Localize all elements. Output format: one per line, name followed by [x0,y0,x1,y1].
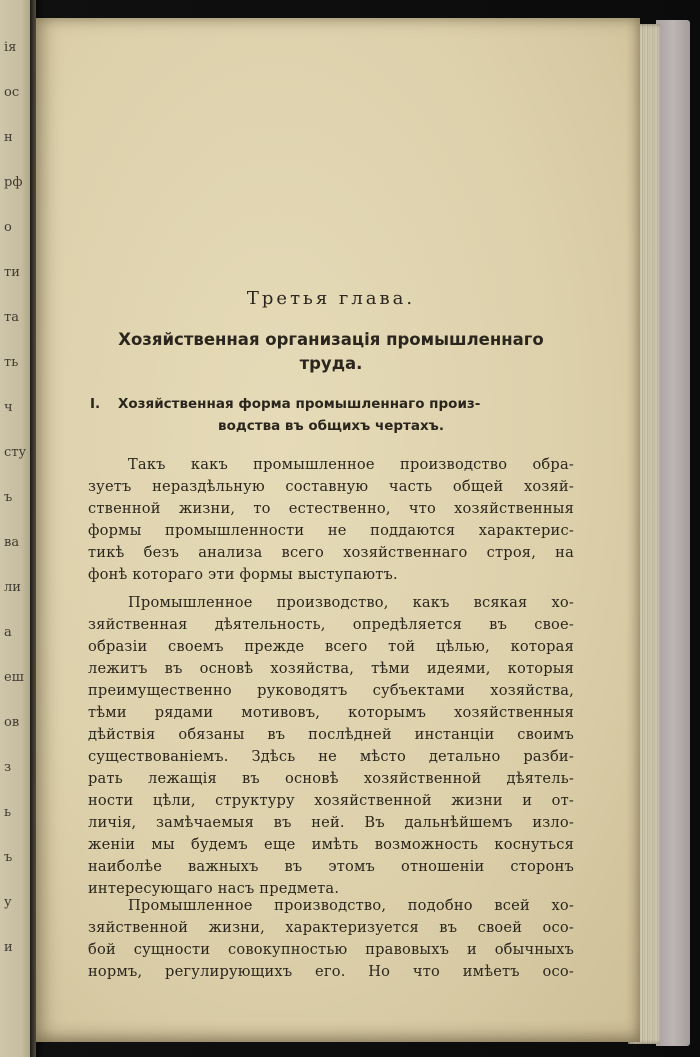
body-line: фонѣ котораго эти формы выступаютъ. [88,566,398,583]
body-line: существованіемъ. Здѣсь не мѣсто детально разби- [88,748,574,765]
body-line: Промышленное производство, какъ всякая хо- [128,594,574,611]
body-line: интересующаго насъ предмета. [88,880,340,897]
left-page-fragment: ос [4,85,20,100]
body-line: личія, замѣчаемыя въ ней. Въ дальнѣйшемъ изло- [88,814,574,831]
body-line: женіи мы будемъ еще имѣть возможность коснуться [88,836,574,853]
left-page-fragment: ія [4,40,17,55]
body-line: нормъ, регулирующихъ его. Но что имѣетъ осо- [88,963,574,980]
left-page-fragment: ли [4,580,21,595]
body-line: образіи своемъ прежде всего той цѣлью, которая [88,638,574,655]
chapter-title-line-2: труда. [299,354,363,373]
body-line: зяйственной жизни, характеризуется въ своей осо- [88,919,574,936]
left-page-fragment: ч [4,400,13,415]
chapter-title-line-1: Хозяйственная организація промышленнаго [118,330,544,349]
left-page-fragment: ов [4,715,20,730]
left-page-fragment: ва [4,535,20,550]
left-page-fragment: з [4,760,12,775]
left-page-fragment: н [4,130,13,145]
left-page-fragment: и [4,940,13,955]
body-line: зяйственная дѣятельность, опредѣляется въ свое- [88,616,574,633]
body-line: ности цѣли, структуру хозяйственной жизни и от- [88,792,574,809]
body-line: зуетъ нераздѣльную составную часть общей хозяй- [88,478,574,495]
left-page-fragment: о [4,220,12,235]
chapter-heading: Третья глава. [246,288,416,309]
left-page-fragment: у [4,895,12,910]
body-line: Такъ какъ промышленное производство обра- [128,456,574,473]
section-number: I. [90,396,101,412]
body-line: лежитъ въ основѣ хозяйства, тѣми идеями, которыя [88,660,574,677]
left-page-fragment: сту [4,445,27,460]
left-page-fragment: ь [4,805,12,820]
section-title-line-1: Хозяйственная форма промышленнаго произ- [118,396,481,412]
body-line: формы промышленности не поддаются характерис- [88,522,574,539]
body-line: ственной жизни, то естественно, что хозяйственныя [88,500,574,517]
body-line: преимущественно руководятъ субъектами хозяйства, [88,682,574,699]
left-page-fragment: рф [4,175,23,190]
section-title-line-2: водства въ общихъ чертахъ. [218,418,444,434]
body-line: Промышленное производство, подобно всей хо- [128,897,574,914]
left-page-fragment: ъ [4,850,13,865]
left-page-fragment: ти [4,265,20,280]
body-line: наиболѣе важныхъ въ этомъ отношеніи сторонъ [88,858,574,875]
left-page-fragment: а [4,625,12,640]
body-line: тѣми рядами мотивовъ, которымъ хозяйственныя [88,704,574,721]
body-line: рать лежащія въ основѣ хозяйственной дѣятель- [88,770,574,787]
book-page [36,18,640,1042]
left-page-fragment: еш [4,670,24,685]
body-line: бой сущности совокупностью правовыхъ и обычныхъ [88,941,574,958]
left-page-fragment: ъ [4,490,13,505]
body-line: тикѣ безъ анализа всего хозяйственнаго строя, на [88,544,574,561]
book-cover-edge [656,20,690,1046]
left-page-fragment: ть [4,355,19,370]
left-page-fragment: та [4,310,19,325]
body-line: дѣйствія обязаны въ послѣдней инстанціи своимъ [88,726,574,743]
